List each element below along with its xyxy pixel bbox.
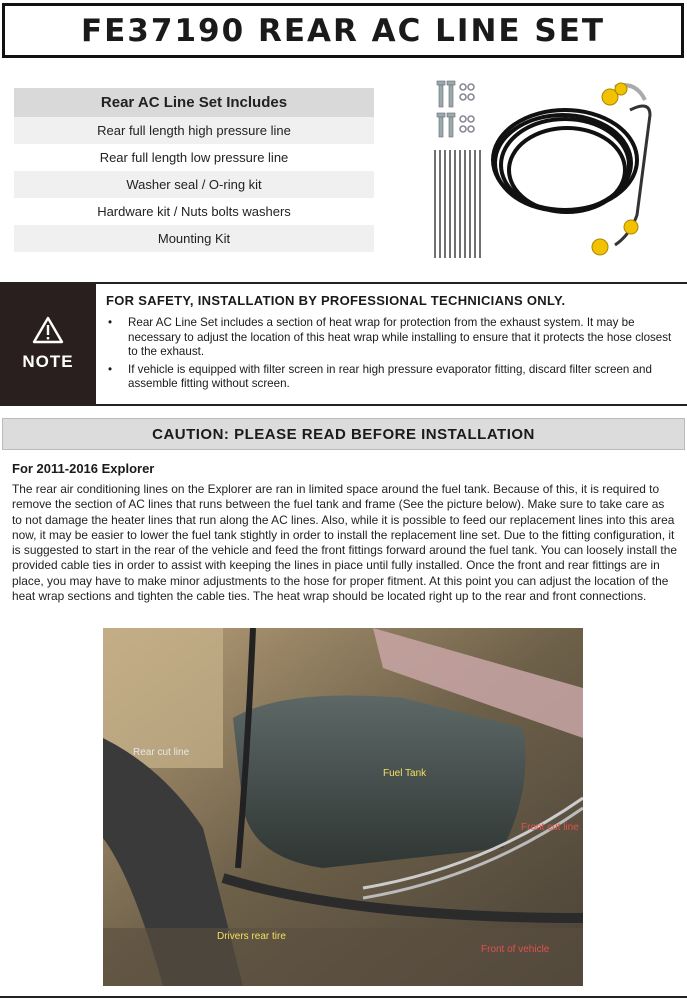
includes-item: Mounting Kit <box>14 225 374 252</box>
label-front-vehicle: Front of vehicle <box>481 944 550 955</box>
caution-heading: CAUTION: PLEASE READ BEFORE INSTALLATION <box>152 425 535 443</box>
note-section <box>0 282 687 406</box>
hose-coil <box>493 110 637 212</box>
includes-item: Rear full length low pressure line <box>99 150 289 165</box>
note-label: NOTE <box>22 352 74 371</box>
includes-heading: Rear AC Line Set Includes <box>14 88 374 117</box>
caution-bar <box>2 418 685 450</box>
label-front-cut: Front cut line <box>521 822 579 833</box>
note-bullet: • Rear AC Line Set includes a section of heat wrap for protection from the exhaust system. It may be necessary to adjust the location of this heat wrap while installing to ensure that it protects the hose closest to the exhaust. <box>106 316 678 360</box>
note-bullet: • If vehicle is equipped with filter screen in rear high pressure evaporator fitting, discard filter screen and assemble fitting without screen. <box>106 363 678 392</box>
label-drivers-tire: Drivers rear tire <box>217 931 286 942</box>
hardware-washers <box>460 84 474 132</box>
page-title: FE37190 REAR AC LINE SET <box>80 12 606 49</box>
includes-item: Washer seal / O-ring kit <box>14 171 374 198</box>
bottom-rule <box>0 996 687 998</box>
note-badge <box>0 284 96 404</box>
includes-item: Hardware kit / Nuts bolts washers <box>97 204 291 219</box>
note-body <box>106 293 678 395</box>
label-rear-cut: Rear cut line <box>133 747 190 758</box>
warning-icon <box>32 316 64 344</box>
model-subheading: For 2011-2016 Explorer <box>12 461 155 476</box>
undercarriage-photo <box>103 628 583 986</box>
label-fuel-tank: Fuel Tank <box>383 768 427 779</box>
fuel-tank-shape <box>233 696 526 869</box>
cable-ties <box>435 150 480 258</box>
note-heading: FOR SAFETY, INSTALLATION BY PROFESSIONAL TECHNICIANS ONLY. <box>106 293 566 308</box>
title-box <box>2 3 684 58</box>
product-image <box>425 75 665 265</box>
includes-table <box>14 88 374 252</box>
includes-item: Rear full length high pressure line <box>14 117 374 144</box>
hardware-bolts <box>437 81 455 137</box>
note-list <box>106 316 678 392</box>
instructions-paragraph: The rear air conditioning lines on the Explorer are ran in limited space around the fuel tank. Because of this, it is required to remove the section of AC lines that runs between the fuel tank and frame (See the picture below). Make sure to take care as to not damage the heater lines that run along the AC lines. Also, while it is possible to feed our replacement lines into this area now, it may be easier to lower the fuel tank stightly in order to install the replacement line set. Due to the fitting configuration, it is suggested to start in the rear of the vehicle and feed the front fittings forward around the fuel tank. You can loosely install the provided cable ties in order to assist with keeping the lines in piace until fully installed. Once the front and rear fittings are in place, you may have to make minor adjustments to the hose for proper fitment. At this point you can adjust the location of the heat wrap sections and tighten the cable ties. The heat wrap should be located right up to the rear and front connections. <box>12 482 677 604</box>
